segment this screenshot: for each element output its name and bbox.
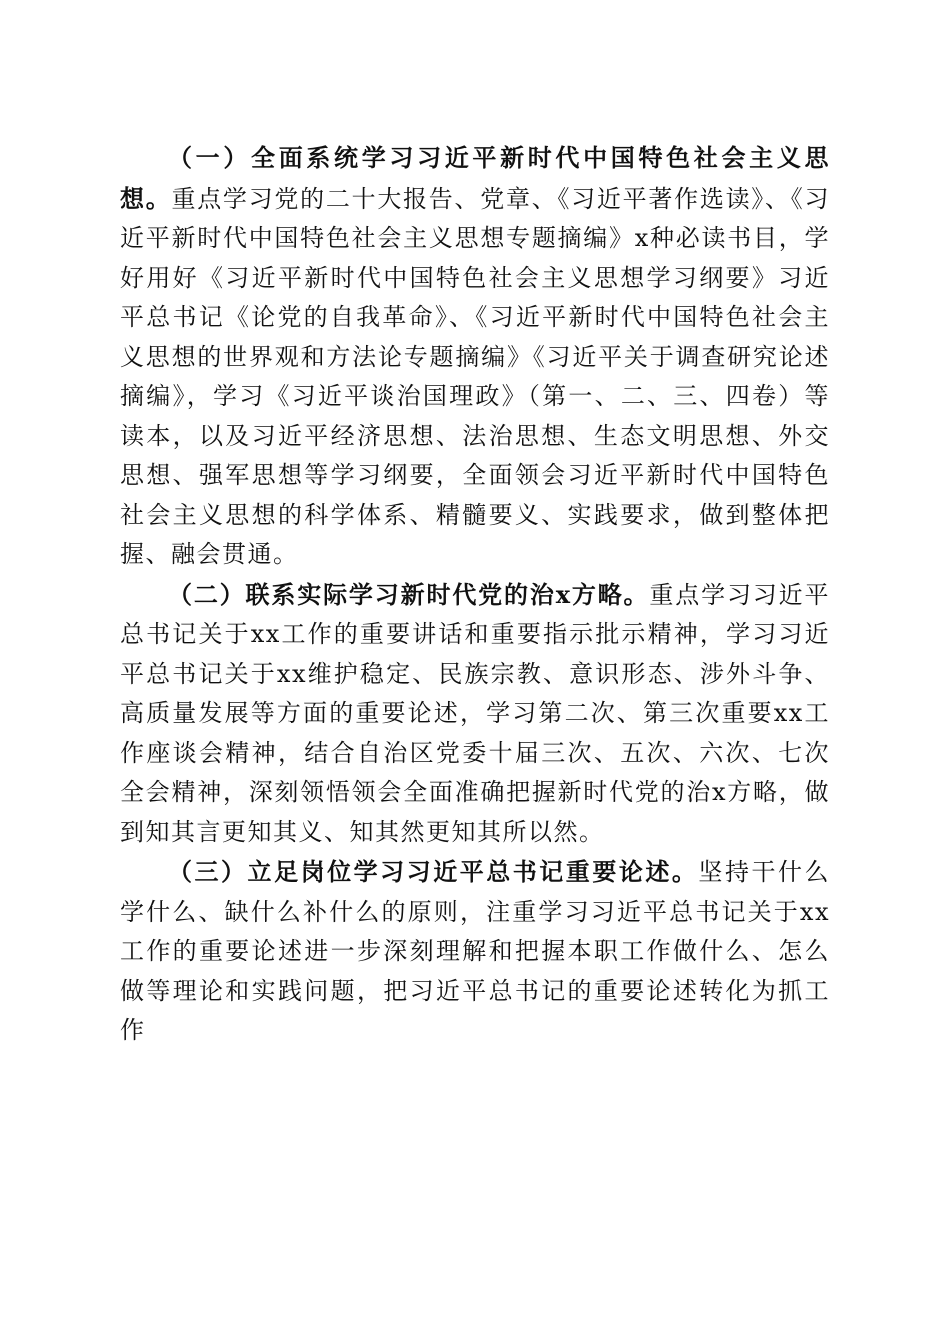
paragraph-3-heading: （三）立足岗位学习习近平总书记重要论述。	[168, 857, 699, 886]
paragraph-3-text: 坚持干什么学什么、缺什么补什么的原则，注重学习习近平总书记关于xx工作的重要论述进一步深刻理解和把握本职工作做什么、怎么做等理论和实践问题，把习近平总书记的重要论述转化为抓工作	[120, 858, 831, 1044]
paragraph-1-text: 重点学习党的二十大报告、党章、《习近平著作选读》、《习近平新时代中国特色社会主义思想专题摘编》x种必读书目，学好用好《习近平新时代中国特色社会主义思想学习纲要》习近平总书记《论党的自我革命》、《习近平新时代中国特色社会主义思想的世界观和方法论专题摘编》《习近平关于调查研究论述摘编》，学习《习近平谈治国理政》（第一、二、三、四卷）等读本，以及习近平经济思想、法治思想、生态文明思想、外交思想、强军思想等学习纲要，全面领会习近平新时代中国特色社会主义思想的科学体系、精髓要义、实践要求，做到整体把握、融会贯通。	[120, 184, 831, 568]
document-body	[120, 138, 830, 1051]
paragraph-1-heading: （一）全面系统学习习近平新时代中国特色社会主义思想。	[120, 143, 830, 213]
paragraph-3	[120, 852, 830, 1051]
paragraph-1	[120, 138, 830, 575]
paragraph-2	[120, 575, 830, 853]
paragraph-2-text: 重点学习习近平总书记关于xx工作的重要讲话和重要指示批示精神，学习习近平总书记关于xx维护稳定、民族宗教、意识形态、涉外斗争、高质量发展等方面的重要论述，学习第二次、第三次重要xx工作座谈会精神，结合自治区党委十届三次、五次、六次、七次全会精神，深刻领悟领会全面准确把握新时代党的治x方略，做到知其言更知其义、知其然更知其所以然。	[120, 580, 831, 846]
paragraph-2-heading: （二）联系实际学习新时代党的治x方略。	[168, 579, 650, 609]
